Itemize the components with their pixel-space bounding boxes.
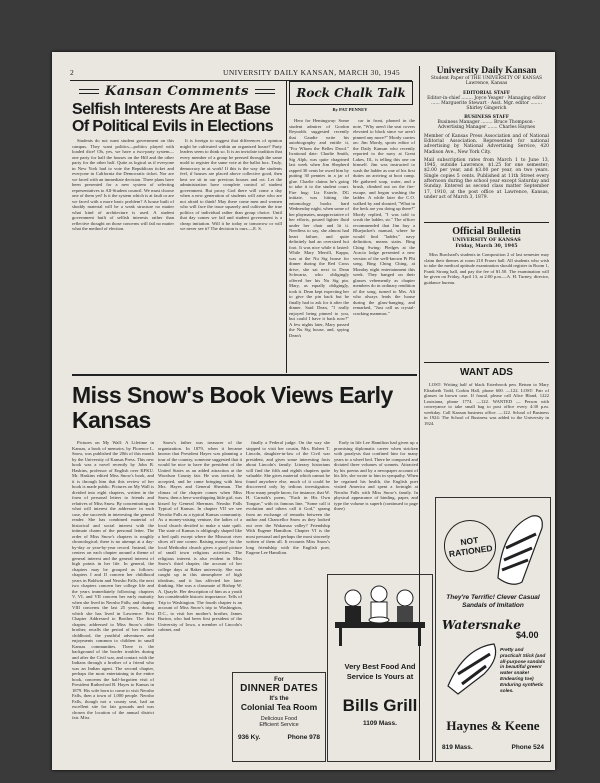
sandal-illustration [492, 508, 548, 590]
rock-chalk-title: Rock Chalk Talk [289, 81, 413, 105]
ad-efficient: Efficient Service [259, 722, 299, 728]
ad-haynes-brand: Watersnake [442, 618, 521, 632]
newspaper-page [52, 52, 555, 770]
masthead [424, 66, 549, 200]
ad-dinner-dates: DINNER DATES [240, 683, 318, 694]
ad-dinner-phone: Phone 978 [287, 734, 320, 741]
snow-headline: Miss Snow's Book Views Early Kansas [72, 382, 393, 433]
rock-chalk-col-1: Hero for Hemingway: Some student admirer of Gordon Reynolds suggested recently that Gaudie write his autobiography and entitle it, "For Whom the Belles Drool." Irrational date: Charlie Smith, Sig Alph, was quite chagrined last week when Jim Shepherd rapped 30 cents he owed him by putting 30 pennies in a jar of glue. Charlie claims he's going to take it to the student court. Fire bug: Liz Esterle, DG initiate, was hitting the entomology books hard Wednesday night, when some of her playmates, unappreciative of her efforts, poured lighter fluid under her chair and lit it. Needless to say, she almost had heart failure, and quite definitely had an oversized hot foot. It was nice while it lasted: While Mary Merrill, Kappa, was at the Nu Sig house for dinner during the Red Cross drive, she sat next to Dean Schwartz, who obligingly offered her his Nu Sig pin. Mary, as equally obligingly, took it. Dean kept expecting her to give the pin back but he finally had to ask for it after the dinner. Said Dean, "I really enjoyed being pinned to you, but could I have it back now?" A few nights later, Mary passed the Nu Sig house, and, spying Dean's [289, 118, 349, 338]
want-ads-title: WANT ADS [460, 367, 513, 378]
ad-haynes-name: Haynes & Keene [446, 718, 540, 733]
bills-grill-ad [327, 574, 433, 762]
snow-col-4: Early in life Lee Hamilton had given up a promising diplomatic career when stricken with paralysis that confined him for many years to a wheel bed. There he composed and dictated three volumes of sonnets. Attracted by his poems and by a newspaper account of his life, she wrote to him in sympathy. When he regained his health, the English poet visited America and spent a fortnight at Neosho Falls with Miss Snow's family. In physical appearance of binding, paper, and type the volume is superb (continued to page three) [334, 440, 418, 511]
bulletin-title: Official Bulletin [452, 226, 521, 237]
ad-dinner-addr: 936 Ky. [238, 734, 261, 741]
business-staff-label: BUSINESS STAFF [464, 114, 509, 120]
business-staff-lines: Business Manager ........ Bruce Thompson · Advertising Manager ....... Charles Haynes [437, 120, 536, 131]
ad-haynes-price: $4.00 [516, 630, 539, 640]
ad-haynes-desc: Pretty and practical! Slick (and all-purpose sandals in beautiful green! water snake! Endearing toe) Enduring synthetic soles. [500, 648, 546, 694]
ad-tea-room-name: Colonial Tea Room [240, 702, 318, 712]
want-ads-body: LOST: Writing half of black Esterbrook pen. Return to Mary Elizabeth Todd, Corbin Hall, phone 600. —122. LOST: Pair of glasses in brown case. If found, please call Alice Bland, 1222 Louisiana, phone 1774. —122. WANTED — Person with conveyance to take small bag to post office every 4:30 p.m. weekday. Call Kansan business office. —122. School of Business in 1924: The School of Business was added to the University in 1924. [424, 382, 549, 426]
not-rationed-badge: NOT RATIONED [441, 517, 500, 576]
bulletin-body: Miss Burchard's students in Composition 2 of last semester may claim their themes at room 210 Fraser hall. All students who wish to take the medical aptitude examination should register in Room 1, Frank Strong hall, and pay the fee of $1.50. The examination will be given on Friday, April 13, at 2:00 p.m.—A. H. Turney, director, guidance bureau. [424, 252, 549, 285]
ad-bills-tagline: Very Best Food And Service Is Yours at [344, 662, 416, 681]
page-number: 2 [70, 68, 75, 77]
ad-haynes-footer [442, 744, 544, 751]
ad-haynes-addr: 819 Mass. [442, 744, 473, 751]
masthead-title: University Daily Kansan [436, 66, 537, 76]
page-header [70, 68, 400, 80]
ad-bills-name: Bills Grill [342, 696, 418, 715]
column-divider [286, 81, 287, 373]
ad-its-the: It's the [269, 696, 289, 702]
bulletin-sub: UNIVERSITY OF KANSAS [452, 237, 521, 243]
rock-chalk-col-2: car in front, phoned in the note, "Why aren't the seat covers elevated to black since we aren't pinned any more?" Mordy carries on: Jim Mordy, sports editor of the Daily Kansan who recently reported to the navy at Great Lakes, Ill., is telling this one on himself. Jim was instructed to wash the ladder as one of his first duties on arriving at boot camp. He gathered soap, water, and a brush, climbed out on the fire-escape, and began washing the ladder. A while later the C.O. walked by and shouted, "What in the heck are you doing up there?" Mordy replied, "I was told to scrub the ladder, sir." The officer recommended that Jim buy a Bluejacket's manual, where he would find "ladder," navy definition, means stairs. Bing Ching Swing: Pledges at the Acacia lodge presented a new version of the well-known Pi Phi song, Bing Ching Ching, at Monday night entertainment this week. They banged on their glasses vehemently as chapter members do in ordinary rendition of the song, turned to Mrs. Alt who always leads the house during the glass-banging, and remarked, "Just call us crystal-cracking mammas." [353, 118, 415, 316]
editorial-staff-lines: Editor-in-chief ........ Joyce Yeager · Managing editor ...... Marguerite Stewart · Asst. Mgr. editor ........ Shirley Gingerich [427, 95, 546, 112]
ad-delicious: Delicious Food [260, 716, 298, 722]
section-rule [72, 374, 417, 376]
ad-bills-addr: 1109 Mass. [363, 720, 397, 727]
snow-col-2: Snow's father was treasurer of the organization. In 1879, when it became known that President Hayes was planning a tour of the country, someone suggested that it would be nice to have the president of the United States as an added attraction at the Woodson County fair. He was invited, he accepted, and he came bringing with him Mrs. Hayes and General Sherman. The climax of the chapter comes when Miss Snow, then a hero-worshipping little girl, was kissed by General Sherman. Neosho Falls Typical of Kansas. In chapter VII we see Neosho Falls as a typical Kansas community. As a money-raising venture, the ladies of a local church decided to make a state quilt. The state of Kansas is obligingly shaped like a bed quilt except where the Missouri river slices off one corner. Raising money for the local Methodist church gives a good picture of small town religious activities. The religious interest is also evident in Miss Snow's third chapter, the account of her college days at Baker university. She was caught up in this atmosphere of high idealism, and it has affected her later thinking. She was a classmate of Bishop W. A. Quayle. Her description of him as a youth has considerable historic importance. Tells of Trip to Washington. The fourth chapter is an account of Miss Snow's trip to Washington, D.C., to visit her mother's brother, James Burton, who had been first president of the University of Iowa, a member of Lincoln's cabinet, and [158, 440, 242, 632]
editorial-col-2: It is foreign to suggest that differences of opinion might be cultivated within an organized house? Party leaders seem to think so. It is an inviolate tradition that every member of a group be pressed through the same mold to register the same vote at the ballot box. Truly, democracy in at work! If this is the way the students feel, if houses are placed above collective good, then best we sit in our previous houses and rot. Let the administration have complete control of student government. But proxy God there will come a day when a new generation of students will arise who are not afraid to think! May there come men and women who will face the issue squarely and cultivate the true politics of individual rather than group choice. Until that day comes we fail and student government is a cheap imitation. Will it be today or tomorrow or will we never see it? The decision is ours.—E. S. [180, 138, 282, 231]
bulletin-date: Friday, March 30, 1945 [455, 243, 518, 249]
official-bulletin [424, 222, 549, 287]
membership-note: Member of Kansas Press Association and of National Editorial Association. Represented for national advertising by National Advertising Service, 420 Madison Ave., New York City. [424, 133, 549, 155]
cartoon-diners-illustration [329, 578, 431, 648]
ad-haynes-line1: They're Terrific! Clever Casual Sandals of Imitation [446, 594, 540, 609]
editorial-headline: Selfish Interests Are at Base Of Political Evils in Elections [72, 101, 274, 135]
snow-col-3: finally a Federal judge. On the way she stopped to visit her cousin, Mrs. Robert T. Lincoln, daughter-in-law of the Civil war president, and gives some interesting facts about Lincoln's family. Literary historians will find the fifth and eighth chapters quite valuable. She gives material which cannot be found anywhere else, much of it could be discovered only by tedious investigation. How many people know, for instance, that W. H. Carruth's poem, "Each in His Own Tongue," with its famous line, "Some call it evolution and others call it God," sprang from an exchange of remarks between the author and Chancellor Snow as they looked out over the Wakarusa valley? Friendship With Eugene Hamilton. Chapter VI is the most personal and perhaps the most sincerely written of them all. It recounts Miss Snow's long friendship with the English poet, Eugene Lee Hamilton. [246, 440, 330, 555]
paper-title: UNIVERSITY DAILY KANSAN, MARCH 30, 1945 [223, 68, 400, 77]
colonial-tea-room-ad [232, 672, 326, 762]
editorial-col-1: Students do not want student government on this campus. They want politics—politics played with loaded dice! Oh, yes, we have a two-party system—one party for half the houses on the Hill and the other party for the other half. Quite as logical as if everyone in New York had to vote the Republican ticket and everyone in California the Democratic ticket. Nor are we faced with an immediate decision. Three plans have been presented for a new system of selecting representatives to All-Student council. We must choose one of them yet! Is it the system which is at fault or are we faced with a more basic problem? A house built of shoddy material will be a weak structure no matter what kind of architecture is used. A student government built of selfish interests rather than reflective thought on those concerns will fail no matter what the method of election. [72, 138, 174, 231]
bulletin-rule [424, 222, 549, 223]
editorial-staff-label: EDITORIAL STAFF [462, 90, 510, 96]
want-ads-rule [424, 362, 549, 363]
kansan-comments-label: Kansan Comments [72, 84, 282, 99]
haynes-keene-ad [435, 497, 551, 762]
ad-line-for: For [274, 677, 284, 683]
ad-haynes-phone: Phone 524 [511, 744, 544, 751]
mail-rates: Mail subscription rates from March 1 to June 13, 1945, outside Lawrence, $1.25 for one semester; $2.00 per year, and $3.00 per year, on two years. Single copies 5 cents. Published at 11th Street every afternoon during the school year except Saturday and Sunday. Entered as second class matter September 17, 1910, at the post office at Lawrence, Kansas, under act of March 3, 1879. [424, 157, 549, 200]
rock-chalk-byline: By PAT PENNEY [332, 107, 368, 112]
want-ads [424, 362, 549, 500]
sandal-illustration-2 [444, 638, 502, 698]
ad-dinner-footer [233, 728, 325, 741]
masthead-subtitle: Student Paper of THE UNIVERSITY OF KANSAS Lawrence, Kansas [430, 76, 543, 87]
snow-col-1: Pictures on My Wall: A Lifetime in Kansas, a book of memoirs, by Florence L. Snow, was published the 20th of this month by the University of Kansas Press. This new book was a novel recently by John B. Haskins, professor of English over KFKU. Mr. Haskins edited Miss Snow's book, and it is through him that this review of her book is made public. Pictures on My Wall is divided into eight chapters, written in the form of personal letters to friends and relatives of Miss Snow. By concentrating on what will interest the addressee in each case, she succeeds in interesting the general reader. She has combined material of historical and social interest with the intimate charm of the personal letter. The order of Miss Snow's chapters is roughly chronological; there is no attempt at a day-by-day or year-by-year record. Instead, the centers on each chapter around a theme of general interest and the general interest of high points in her life. In general, the chapters may be grouped as follows: chapters I and II concern her childhood years in Baldwin and Neosho Falls; the next two chapters concern her college life and the years immediately following; chapters V, VI, and VII concern her early maturity when she lived in Neosho Falls; and chapter VIII concerns the last 25 years, during which she has lived in Lawrence. First Chapter Addressed to Brother. The first chapter, addressed to Miss Snow's older brother, recalls the period of her earliest childhood, the youthful adventures and enjoyments common to children in small Kansas communities. There is the background of the border troubles during and after the Civil war, and contact with the Indians through a brother of a friend who was an Indian agent. The second chapter, perhaps the most entertaining in the entire book, concerns the half-forgotten visit of President Rutherford B. Hayes to Kansas in 1879. His wife born to come to visit Neosho Falls, then a town of 1,000 people. Neosho Falls, though not a county seat, had an excellent site for fair grounds and was chosen the location of the annual district fair. Miss [72, 440, 154, 720]
